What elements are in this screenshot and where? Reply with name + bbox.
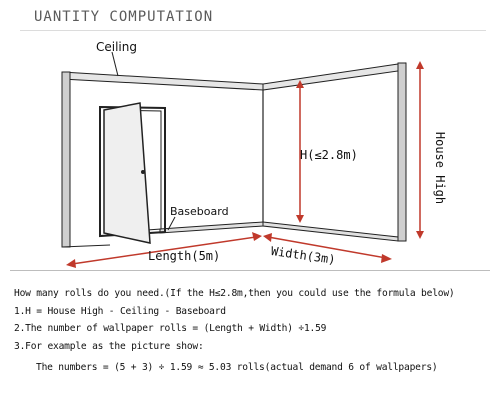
step-1-text: 1.H = House High - Ceiling - Baseboard	[14, 306, 226, 317]
page-title: UANTITY COMPUTATION	[34, 9, 214, 25]
ceiling-edge-right	[263, 63, 405, 90]
ceiling-label: Ceiling	[96, 40, 137, 54]
right-wall-edge	[398, 63, 406, 241]
baseboard-left	[160, 222, 263, 233]
step-3-text: 3.For example as the picture show:	[14, 341, 204, 352]
height-label: H(≤2.8m)	[300, 148, 358, 162]
left-wall-edge	[62, 72, 70, 247]
baseboard-label: Baseboard	[170, 205, 229, 218]
example-text: The numbers = (5 + 3) ÷ 1.59 ≈ 5.03 rolls(actual demand 6 of wallpapers)	[36, 362, 438, 373]
width-label: Width(3m)	[270, 244, 337, 267]
question-text: How many rolls do you need.(If the H≤2.8m,then you could use the formula below)	[14, 288, 455, 299]
ceiling-edge-left	[62, 72, 263, 90]
length-label: Length(5m)	[148, 249, 221, 263]
house-high-label: House High	[433, 131, 447, 205]
baseboard-right	[263, 222, 398, 241]
door-knob	[141, 170, 145, 174]
ceiling-pointer	[112, 52, 118, 76]
section-divider	[10, 270, 490, 271]
step-2-text: 2.The number of wallpaper rolls = (Length + Width) ÷1.59	[14, 323, 327, 334]
